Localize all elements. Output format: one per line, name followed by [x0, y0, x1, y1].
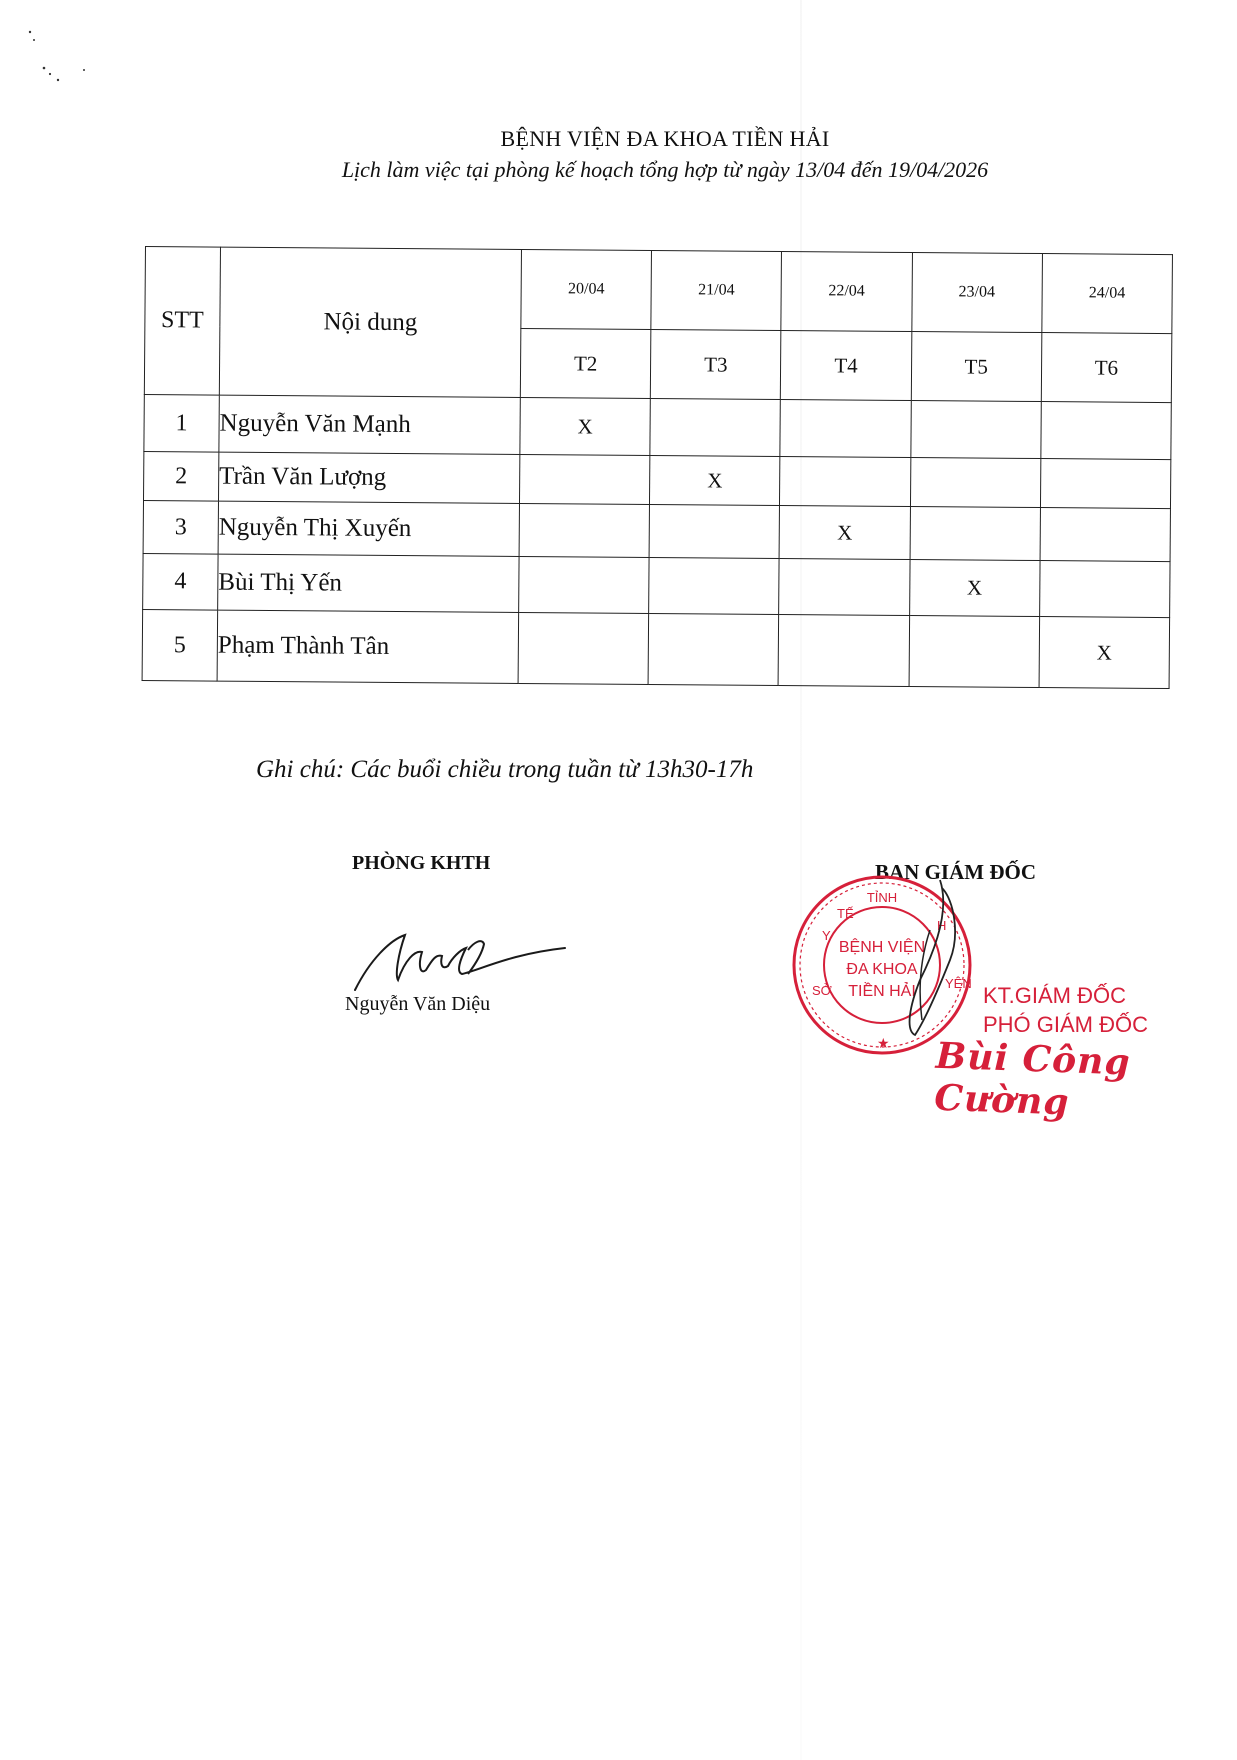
schedule-mark: X	[779, 505, 910, 559]
svg-text:TỈNH: TỈNH	[866, 890, 898, 905]
schedule-subtitle: Lịch làm việc tại phòng kế hoạch tổng hợp từ ngày 13/04 đến 19/04/2026	[341, 157, 989, 182]
row-index: 3	[143, 500, 218, 554]
schedule-mark	[519, 556, 650, 613]
schedule-mark	[1040, 459, 1171, 509]
schedule-mark	[519, 503, 650, 557]
svg-text:BỆNH VIỆN: BỆNH VIỆN	[838, 939, 926, 956]
left-signatory-name: Nguyễn Văn Diệu	[345, 993, 491, 1015]
table-row	[144, 394, 1171, 459]
schedule-note: Ghi chú: Các buổi chiều trong tuần từ 13h30-17h	[256, 756, 754, 783]
svg-text:Y: Y	[822, 928, 831, 943]
stt-header: STT	[144, 247, 220, 396]
svg-text:TẾ: TẾ	[837, 906, 854, 921]
day-header: T5	[911, 332, 1042, 402]
staff-name: Trần Văn Lượng	[218, 452, 519, 503]
table-row	[143, 500, 1170, 561]
svg-text:H: H	[937, 918, 947, 933]
vice-director-name-stamp: Bùi Công Cường	[933, 1034, 1132, 1124]
table-row	[142, 609, 1170, 688]
schedule-mark: X	[650, 455, 781, 505]
svg-text:ĐA KHOA: ĐA KHOA	[846, 961, 918, 978]
left-department-label: PHÒNG KHTH	[352, 852, 491, 874]
director-signature-image	[880, 870, 980, 1050]
row-index: 5	[142, 609, 218, 681]
date-header: 22/04	[781, 252, 912, 332]
content-header: Nội dung	[219, 247, 521, 397]
staff-name: Nguyễn Thị Xuyến	[218, 501, 519, 556]
staff-name: Bùi Thị Yến	[218, 554, 519, 612]
schedule-mark	[650, 398, 781, 456]
schedule-mark	[1041, 402, 1172, 460]
schedule-mark	[649, 557, 780, 614]
right-department-label: BAN GIÁM ĐỐC	[875, 860, 1036, 884]
schedule-mark: X	[520, 397, 651, 455]
row-index: 1	[144, 394, 219, 452]
schedule-mark	[1040, 508, 1171, 562]
vice-director-title-2: PHÓ GIÁM ĐỐC	[983, 1012, 1149, 1037]
table-row	[144, 451, 1171, 508]
schedule-mark	[1039, 561, 1170, 618]
schedule-mark	[518, 612, 649, 684]
schedule-mark	[910, 401, 1041, 459]
schedule-mark	[780, 399, 911, 457]
svg-text:SỞ: SỞ	[812, 983, 832, 998]
staff-name: Nguyễn Văn Mạnh	[219, 395, 520, 454]
schedule-table	[142, 246, 1173, 689]
hospital-title: BỆNH VIỆN ĐA KHOA TIỀN HẢI	[500, 126, 830, 151]
day-header: T2	[520, 328, 651, 398]
schedule-mark: X	[909, 560, 1040, 617]
svg-text:YÊN: YÊN	[945, 976, 972, 991]
svg-text:★: ★	[877, 1035, 890, 1051]
date-header: 24/04	[1042, 254, 1173, 334]
row-index: 4	[143, 553, 218, 610]
schedule-mark	[909, 616, 1040, 688]
day-header: T3	[651, 329, 782, 399]
date-header: 23/04	[911, 253, 1042, 333]
schedule-mark	[648, 613, 779, 685]
schedule-mark: X	[1039, 617, 1170, 689]
schedule-mark	[778, 614, 909, 686]
schedule-mark	[910, 507, 1041, 561]
day-header: T4	[781, 330, 912, 400]
date-header: 20/04	[521, 249, 652, 329]
date-header: 21/04	[651, 250, 782, 330]
schedule-mark	[779, 558, 910, 615]
schedule-mark	[780, 456, 911, 506]
left-signature-image	[350, 920, 570, 1000]
vice-director-title-1: KT.GIÁM ĐỐC	[983, 983, 1127, 1008]
schedule-mark	[910, 458, 1041, 508]
schedule-mark	[519, 454, 650, 504]
table-header-row-dates	[145, 247, 1173, 334]
day-header: T6	[1041, 333, 1172, 403]
row-index: 2	[144, 451, 219, 501]
staff-name: Phạm Thành Tân	[217, 610, 519, 683]
svg-text:TIỀN HẢI: TIỀN HẢI	[848, 983, 916, 1000]
table-row	[143, 553, 1170, 617]
schedule-mark	[649, 504, 780, 558]
scan-specks	[22, 20, 112, 100]
